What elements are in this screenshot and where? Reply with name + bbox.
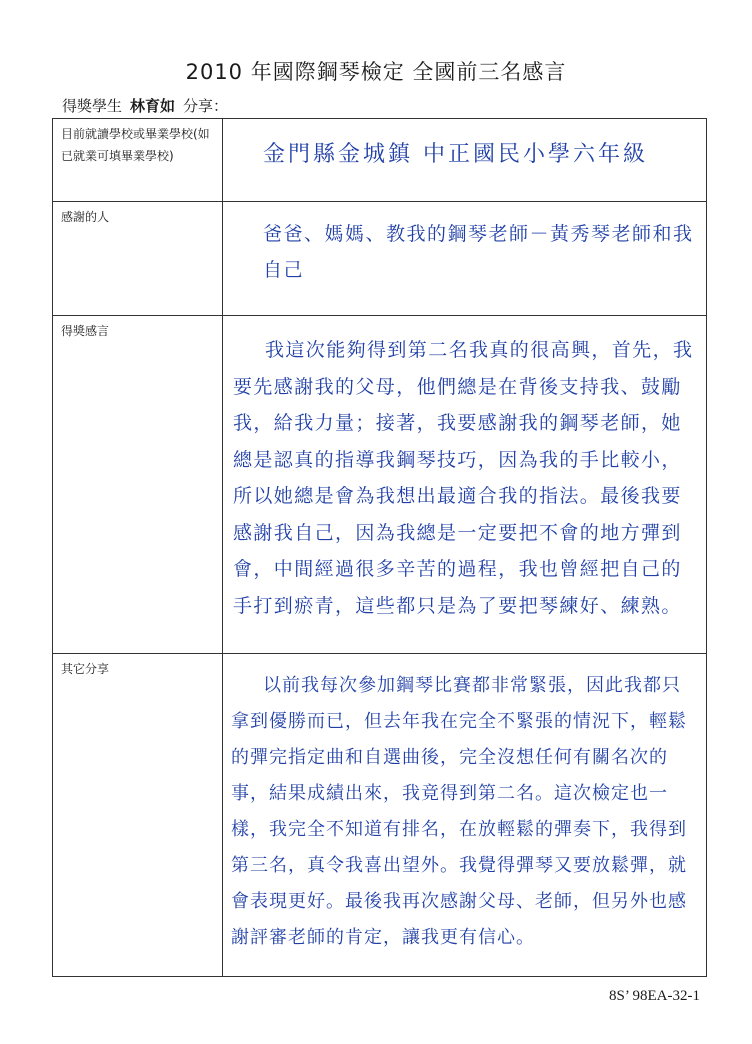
document-title: 2010 年國際鋼琴檢定 全國前三名感言	[185, 60, 567, 84]
thanks-content-cell	[223, 202, 707, 316]
thanks-label: 感謝的人	[53, 202, 223, 316]
testimonial-form-table	[52, 118, 707, 977]
other-share-content-cell	[223, 654, 707, 977]
school-content: 金門縣金城鎮 中正國民小學六年級	[263, 142, 648, 167]
award-speech-content-cell	[223, 316, 707, 654]
student-prefix: 得獎學生	[62, 97, 123, 115]
document-code: 8S’ 98EA-32-1	[609, 988, 700, 1004]
award-speech-content: 我這次能夠得到第二名我真的很高興，首先，我要先感謝我的父母，他們總是在背後支持我、鼓勵我，給我力量；接著，我要感謝我的鋼琴老師，她總是認真的指導我鋼琴技巧，因為我的手比較小，所以她總是會為我想出最適合我的指法。最後我要感謝我自己，因為我總是一定要把不會的地方彈到會，中間經過很多辛苦的過程，我也曾經把自己的手打到瘀青，這些都只是為了要把琴練好、練熟。	[233, 339, 694, 617]
award-speech-row	[53, 316, 707, 654]
thanks-content: 爸爸、媽媽、教我的鋼琴老師－黃秀琴老師和我自己	[263, 223, 694, 281]
other-share-content: 以前我每次參加鋼琴比賽都非常緊張，因此我都只拿到優勝而已，但去年我在完全不緊張的情況下，輕鬆的彈完指定曲和自選曲後，完全沒想任何有關名次的事，結果成績出來，我竟得到第二名。這次檢定也一樣，我完全不知道有排名，在放輕鬆的彈奏下，我得到第三名，真令我喜出望外。我覺得彈琴又要放鬆彈，就會表現更好。最後我再次感謝父母、老師，但另外也感謝評審老師的肯定，讓我更有信心。	[231, 675, 687, 948]
thanks-row	[53, 202, 707, 316]
other-share-row	[53, 654, 707, 977]
school-row	[53, 119, 707, 202]
student-name: 林育如	[130, 97, 176, 115]
student-line	[62, 95, 228, 116]
other-share-label: 其它分享	[53, 654, 223, 977]
award-speech-label: 得獎感言	[53, 316, 223, 654]
school-content-cell	[223, 119, 707, 202]
school-label: 目前就讀學校或畢業學校(如已就業可填畢業學校)	[53, 119, 223, 202]
student-suffix: 分享：	[183, 97, 229, 115]
